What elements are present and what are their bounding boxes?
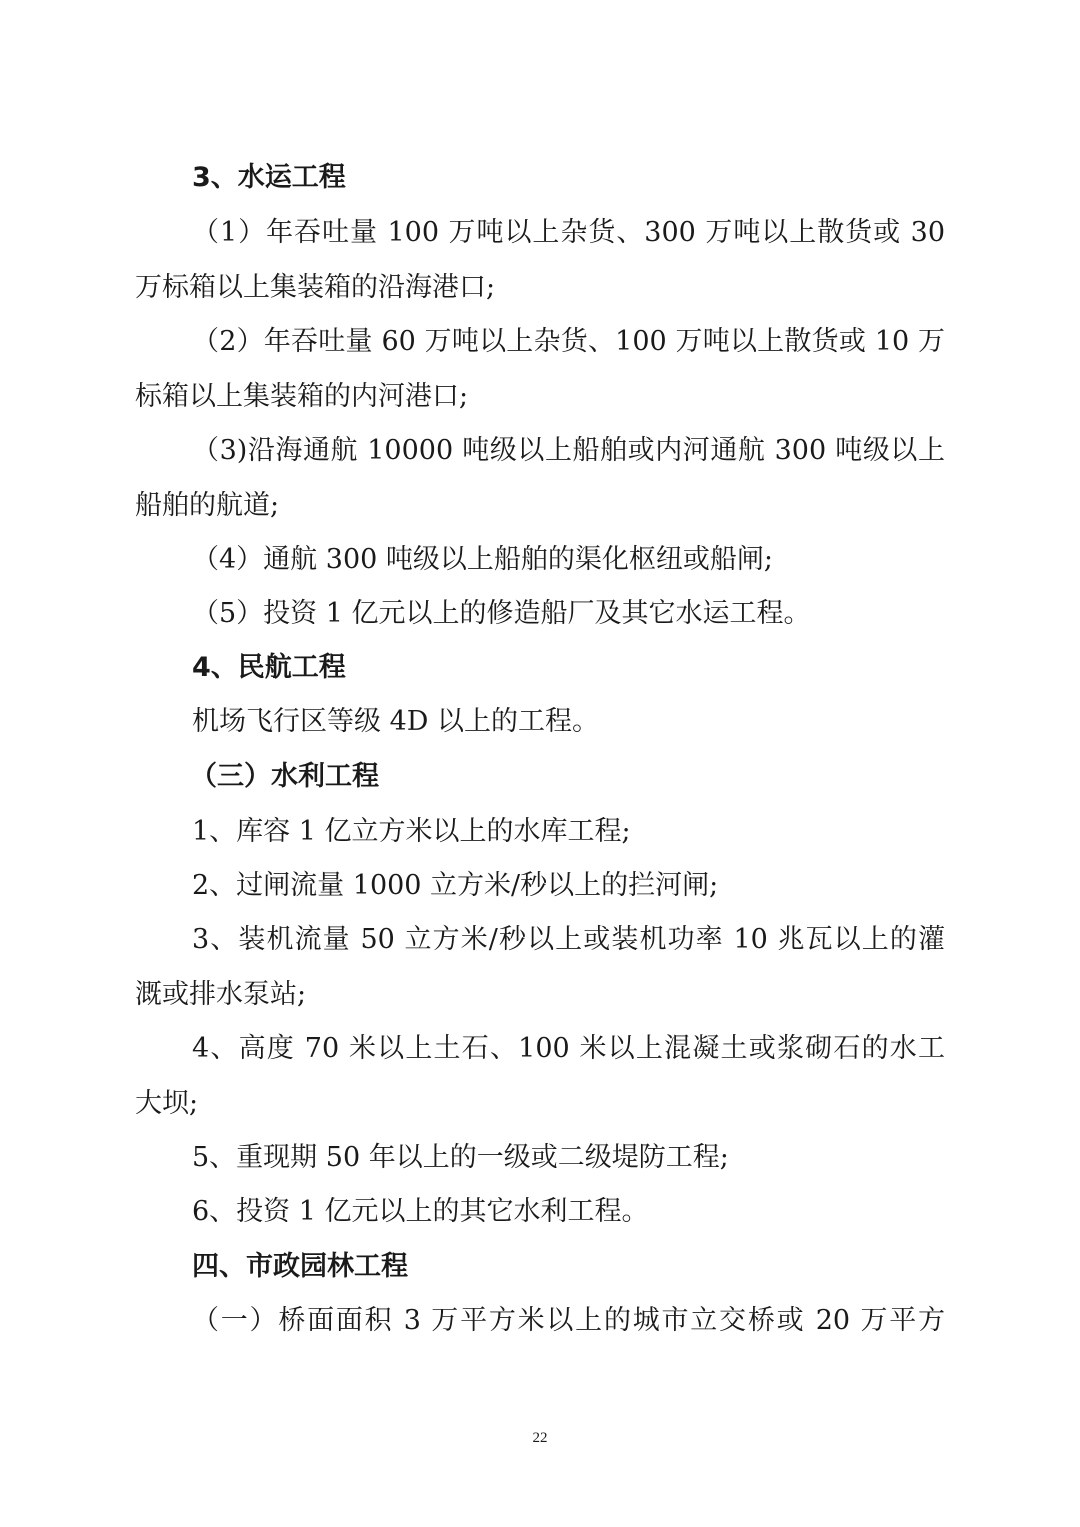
section-heading-water-transport: 3、水运工程 — [192, 162, 346, 193]
paragraph-line: （2）年吞吐量 60 万吨以上杂货、100 万吨以上散货或 10 万 — [192, 326, 945, 357]
paragraph-line: 6、投资 1 亿元以上的其它水利工程。 — [192, 1196, 649, 1227]
paragraph-line: 机场飞行区等级 4D 以上的工程。 — [192, 706, 599, 737]
paragraph-line: 4、高度 70 米以上土石、100 米以上混凝土或浆砌石的水工 — [192, 1033, 945, 1064]
paragraph-line: 船舶的航道; — [135, 490, 280, 521]
paragraph-line: 3、装机流量 50 立方米/秒以上或装机功率 10 兆瓦以上的灌 — [192, 924, 945, 955]
paragraph-line: 标箱以上集装箱的内河港口; — [135, 381, 469, 412]
page-number: 22 — [532, 1430, 548, 1446]
paragraph-line: 5、重现期 50 年以上的一级或二级堤防工程; — [192, 1142, 729, 1173]
paragraph-line: （5）投资 1 亿元以上的修造船厂及其它水运工程。 — [192, 598, 811, 629]
paragraph-line: （4）通航 300 吨级以上船舶的渠化枢纽或船闸; — [192, 544, 773, 575]
paragraph-line: （一）桥面面积 3 万平方米以上的城市立交桥或 20 万平方 — [192, 1305, 945, 1336]
paragraph-line: （3)沿海通航 10000 吨级以上船舶或内河通航 300 吨级以上 — [192, 435, 945, 466]
paragraph-line: 溉或排水泵站; — [135, 979, 307, 1010]
paragraph-line: （1）年吞吐量 100 万吨以上杂货、300 万吨以上散货或 30 — [192, 217, 945, 248]
paragraph-line: 大坝; — [135, 1088, 199, 1119]
paragraph-line: 1、库容 1 亿立方米以上的水库工程; — [192, 816, 631, 847]
section-heading-civil-aviation: 4、民航工程 — [192, 652, 346, 683]
paragraph-line: 2、过闸流量 1000 立方米/秒以上的拦河闸; — [192, 870, 719, 901]
section-heading-water-conservancy: （三）水利工程 — [190, 761, 379, 792]
section-heading-municipal-landscape: 四、市政园林工程 — [192, 1251, 408, 1282]
paragraph-line: 万标箱以上集装箱的沿海港口; — [135, 272, 496, 303]
